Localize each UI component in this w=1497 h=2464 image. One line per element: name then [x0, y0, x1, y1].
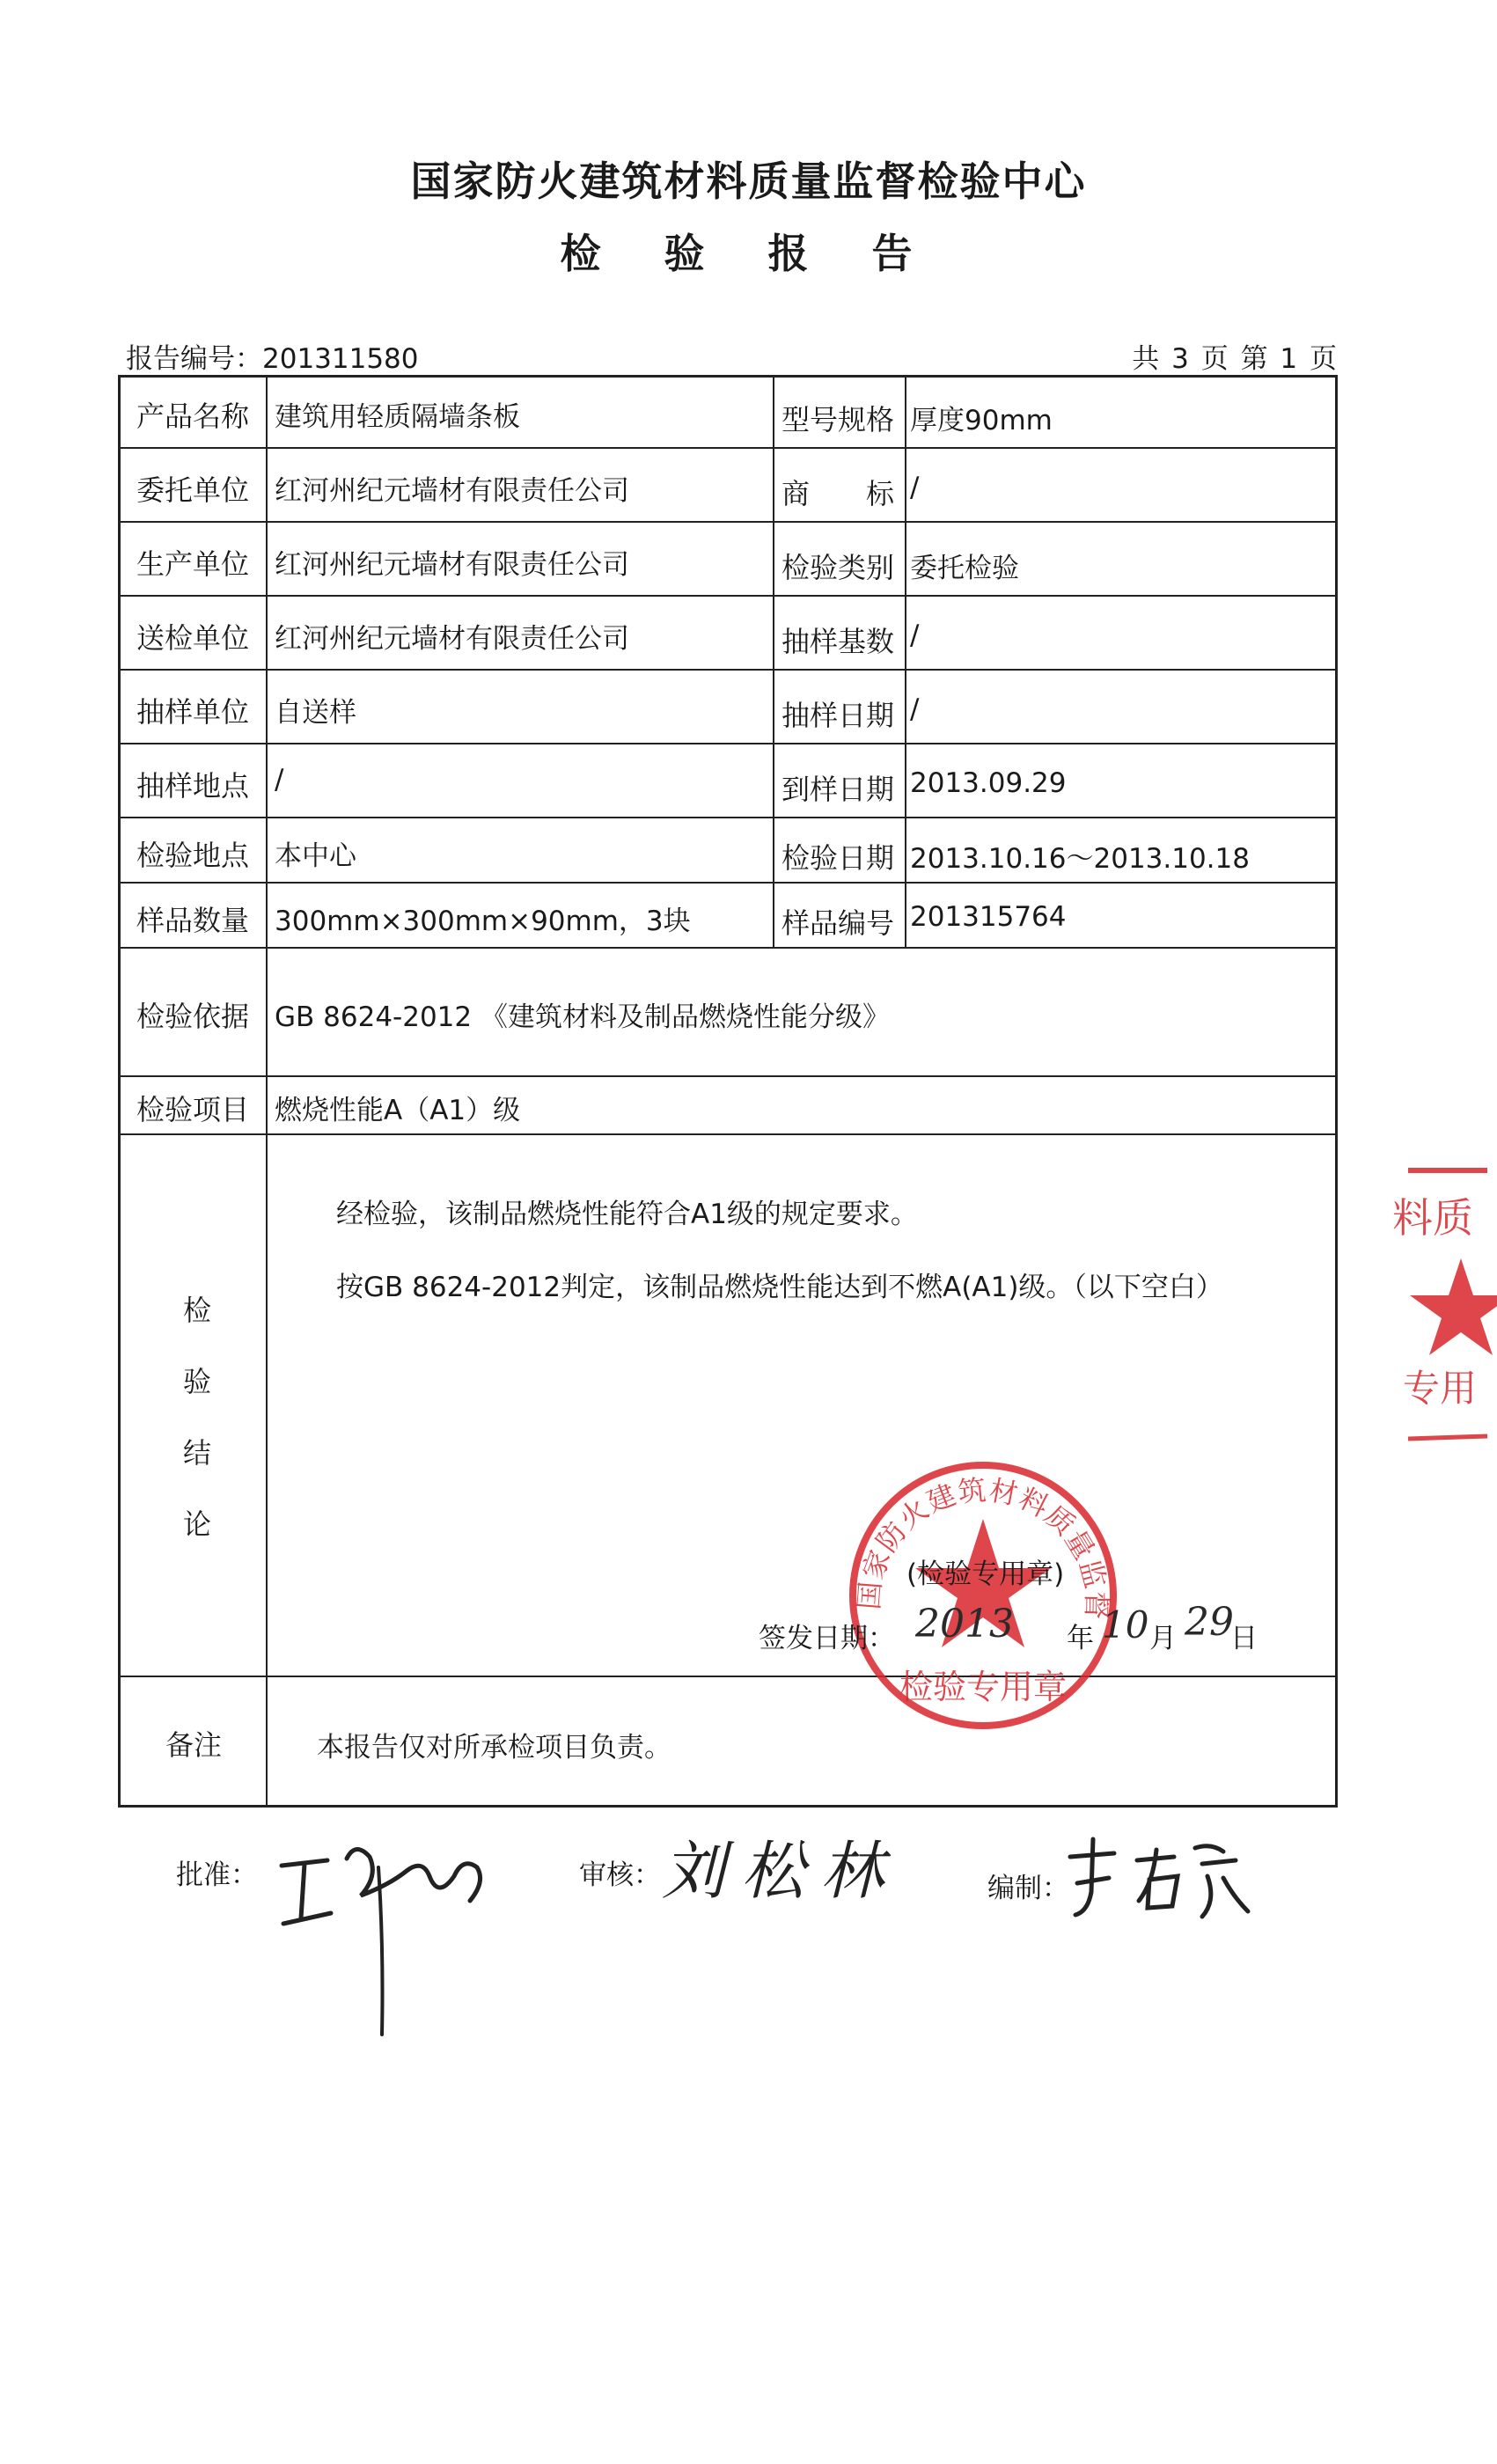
issue-day-unit: 日: [1230, 1623, 1258, 1654]
value-sample-place: /: [275, 764, 284, 796]
issue-month-unit: 月: [1149, 1623, 1177, 1654]
conclusion-label-char: 验: [183, 1365, 212, 1398]
official-seal: [838, 1450, 1128, 1741]
org-title: 国家防火建筑材料质量监督检验中心: [410, 158, 1087, 205]
report-number-label: 报告编号：: [126, 343, 262, 375]
label-inspect-date: 检验日期: [782, 841, 895, 875]
column-divider: [905, 375, 906, 947]
label-submitter: 送检单位: [136, 621, 250, 655]
edge-seal-top-text: 料质: [1392, 1194, 1473, 1242]
label-sample-qty: 样品数量: [136, 904, 250, 937]
remarks-label: 备注: [165, 1728, 223, 1762]
row-divider: [118, 817, 1338, 818]
issue-month-handwritten: 10: [1102, 1603, 1149, 1646]
value-basis: GB 8624-2012 《建筑材料及制品燃烧性能分级》: [275, 1001, 890, 1033]
approve-signature: [275, 1815, 495, 2043]
value-sampler: 自送样: [275, 697, 356, 729]
value-inspect-place: 本中心: [275, 840, 356, 872]
label-client: 委托单位: [136, 473, 250, 507]
conclusion-line-2: 按GB 8624-2012判定，该制品燃烧性能达到不燃A(A1)级。（以下空白）: [336, 1272, 1223, 1303]
label-sample-base: 抽样基数: [782, 625, 895, 658]
value-sample-date: /: [910, 693, 920, 725]
label-inspect-type: 检验类别: [782, 551, 895, 584]
seal-bottom-text: 检验专用章: [899, 1668, 1068, 1706]
row-divider: [118, 521, 1338, 523]
issue-date-label: 签发日期：: [759, 1623, 895, 1654]
row-divider: [118, 447, 1338, 449]
value-client: 红河州纪元墙材有限责任公司: [275, 475, 629, 507]
value-producer: 红河州纪元墙材有限责任公司: [275, 549, 629, 581]
value-inspect-type: 委托检验: [910, 553, 1019, 584]
label-sample-no: 样品编号: [782, 906, 895, 940]
label-model: 型号规格: [782, 403, 895, 436]
seal-note: (检验专用章): [906, 1558, 1065, 1590]
issue-day-handwritten: 29: [1185, 1600, 1234, 1645]
conclusion-label-char: 论: [183, 1507, 212, 1541]
value-submitter: 红河州纪元墙材有限责任公司: [275, 623, 629, 655]
label-inspect-place: 检验地点: [136, 839, 250, 872]
value-arrival-date: 2013.09.29: [910, 767, 1067, 799]
conclusion-label-char: 检: [183, 1294, 212, 1327]
label-basis: 检验依据: [136, 1000, 250, 1033]
conclusion-label-char: 结: [183, 1436, 212, 1470]
doc-title: 检 验 报 告: [560, 230, 937, 277]
issue-year-unit: 年: [1067, 1623, 1094, 1654]
value-inspect-date: 2013.10.16～2013.10.18: [910, 843, 1250, 875]
edge-seal-bottom-text: 专用: [1403, 1367, 1478, 1410]
row-divider: [118, 947, 1338, 949]
value-item: 燃烧性能A（A1）级: [275, 1095, 521, 1126]
label-trademark: 商 标: [782, 477, 895, 510]
approve-label: 批准：: [176, 1859, 258, 1891]
page-indicator: 共 3 页 第 1 页: [1132, 343, 1339, 375]
compile-label: 编制：: [987, 1873, 1069, 1904]
value-sample-no: 201315764: [910, 901, 1067, 933]
label-sampler: 抽样单位: [136, 695, 250, 729]
row-divider: [118, 669, 1338, 671]
value-sample-base: /: [910, 620, 920, 651]
report-number: [126, 336, 419, 376]
label-item: 检验项目: [136, 1093, 250, 1126]
column-divider: [266, 375, 268, 1808]
label-arrival-date: 到样日期: [782, 773, 895, 806]
row-divider: [118, 882, 1338, 884]
label-product: 产品名称: [136, 400, 250, 433]
compile-signature: [1061, 1830, 1255, 1927]
remarks-text: 本报告仅对所承检项目负责。: [317, 1732, 671, 1764]
value-trademark: /: [910, 472, 920, 503]
seal-arc-text: 国家防火建筑材料质量监督: [852, 1472, 1114, 1621]
label-sample-date: 抽样日期: [782, 699, 895, 732]
row-divider: [118, 1676, 1338, 1677]
review-signature: 刘松林: [662, 1834, 900, 1908]
value-model: 厚度90mm: [910, 405, 1053, 436]
row-divider: [118, 1075, 1338, 1077]
row-divider: [118, 1133, 1338, 1135]
official-seal-graphic: [838, 1450, 1128, 1741]
label-producer: 生产单位: [136, 547, 250, 581]
value-product: 建筑用轻质隔墙条板: [275, 401, 520, 433]
row-divider: [118, 743, 1338, 744]
label-sample-place: 抽样地点: [136, 769, 250, 803]
issue-year-handwritten: 2013: [915, 1602, 1014, 1646]
conclusion-line-1: 经检验，该制品燃烧性能符合A1级的规定要求。: [336, 1199, 918, 1230]
value-sample-qty: 300mm×300mm×90mm，3块: [275, 906, 691, 937]
column-divider: [773, 375, 774, 947]
edge-seal-fragment: [1373, 1162, 1497, 1452]
review-label: 审核：: [579, 1859, 661, 1891]
report-number-value: 201311580: [262, 343, 419, 375]
row-divider: [118, 595, 1338, 597]
